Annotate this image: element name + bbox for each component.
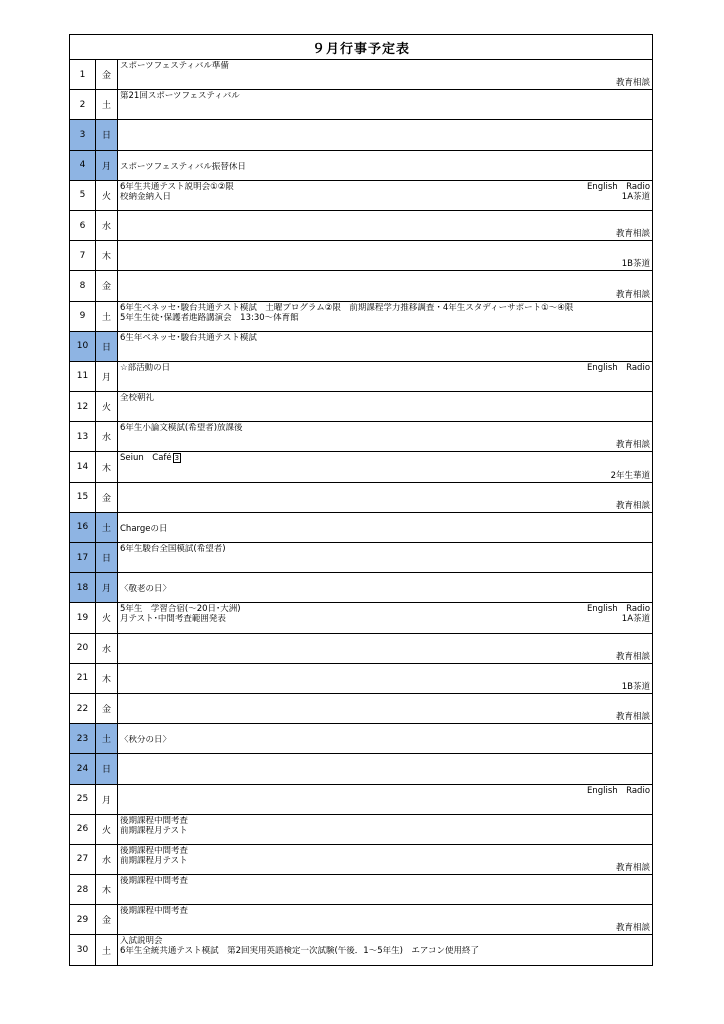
weekday: 月 xyxy=(96,150,118,180)
day-row xyxy=(70,935,653,965)
event-text xyxy=(120,725,650,735)
event-lines xyxy=(120,363,650,373)
right-note: English Radio xyxy=(586,362,651,373)
day-row xyxy=(70,392,653,422)
events-cell xyxy=(118,905,653,935)
events-cell xyxy=(118,603,653,633)
day-number: 26 xyxy=(70,814,96,844)
event-lines xyxy=(120,514,650,534)
schedule-table xyxy=(69,34,653,966)
day-number: 13 xyxy=(70,422,96,452)
event-text: 第21回スポーツフェスティバル xyxy=(120,91,240,102)
day-number: 19 xyxy=(70,603,96,633)
day-row xyxy=(70,120,653,150)
day-number: 25 xyxy=(70,784,96,814)
events-cell xyxy=(118,663,653,693)
right-bottom-note: 教育相談 xyxy=(616,712,651,723)
events-cell xyxy=(118,482,653,512)
events-cell xyxy=(118,60,653,90)
day-row xyxy=(70,271,653,301)
event-lines xyxy=(120,333,650,343)
day-row xyxy=(70,543,653,573)
event-lines xyxy=(120,544,650,554)
right-note: English Radio xyxy=(586,785,651,796)
weekday: 木 xyxy=(96,875,118,905)
day-number: 2 xyxy=(70,90,96,120)
day-number: 3 xyxy=(70,120,96,150)
events-cell xyxy=(118,844,653,874)
weekday: 土 xyxy=(96,935,118,965)
day-row xyxy=(70,512,653,542)
weekday: 火 xyxy=(96,814,118,844)
day-row xyxy=(70,210,653,240)
day-number: 23 xyxy=(70,724,96,754)
events-cell xyxy=(118,784,653,814)
event-text: 全校朝礼 xyxy=(120,393,155,404)
right-bottom-note: 1B茶道 xyxy=(621,259,651,270)
day-number: 28 xyxy=(70,875,96,905)
weekday: 金 xyxy=(96,693,118,723)
events-cell xyxy=(118,392,653,422)
event-lines xyxy=(120,303,650,323)
day-row xyxy=(70,754,653,784)
day-row xyxy=(70,724,653,754)
weekday: 日 xyxy=(96,331,118,361)
events-cell xyxy=(118,875,653,905)
weekday: 月 xyxy=(96,361,118,391)
event-lines xyxy=(120,816,650,836)
day-number: 17 xyxy=(70,543,96,573)
event-lines xyxy=(120,453,650,463)
events-cell xyxy=(118,150,653,180)
title-row xyxy=(70,35,653,60)
events-cell xyxy=(118,331,653,361)
day-number: 14 xyxy=(70,452,96,482)
weekday: 金 xyxy=(96,482,118,512)
day-row xyxy=(70,60,653,90)
day-number: 15 xyxy=(70,482,96,512)
event-lines xyxy=(120,152,650,172)
weekday: 月 xyxy=(96,784,118,814)
weekday: 水 xyxy=(96,210,118,240)
day-number: 24 xyxy=(70,754,96,784)
event-text: ☆部活動の日 xyxy=(120,362,171,373)
right-note: English Radio xyxy=(586,604,651,615)
right-bottom-note: 1B茶道 xyxy=(621,681,651,692)
right-notes xyxy=(587,604,650,624)
event-text: Chargeの日 xyxy=(120,523,168,534)
weekday: 日 xyxy=(96,543,118,573)
page-title: ９月行事予定表 xyxy=(70,35,653,60)
events-cell xyxy=(118,180,653,210)
day-row xyxy=(70,452,653,482)
event-text: 入試説明会 xyxy=(120,936,163,947)
boxed-number: 3 xyxy=(174,454,180,463)
events-cell xyxy=(118,693,653,723)
events-cell xyxy=(118,814,653,844)
weekday: 金 xyxy=(96,905,118,935)
day-row xyxy=(70,331,653,361)
day-row xyxy=(70,301,653,331)
event-lines xyxy=(120,725,650,745)
event-text: 校納金納入日 xyxy=(120,191,172,202)
event-text: 6年生全統共通テスト模試 第2回実用英語検定一次試験(午後．1～5年生) エアコン使用終了 xyxy=(120,946,480,957)
event-text: 〈敬老の日〉 xyxy=(120,584,172,595)
weekday: 日 xyxy=(96,754,118,784)
day-number: 18 xyxy=(70,573,96,603)
schedule-body xyxy=(70,35,653,966)
weekday: 水 xyxy=(96,844,118,874)
event-text: 6年生共通テスト説明会①②限 xyxy=(120,181,234,192)
events-cell xyxy=(118,241,653,271)
event-lines xyxy=(120,876,650,886)
events-cell xyxy=(118,120,653,150)
day-number: 20 xyxy=(70,633,96,663)
events-cell xyxy=(118,724,653,754)
weekday: 土 xyxy=(96,301,118,331)
event-text: 月テスト･中間考査範囲発表 xyxy=(120,614,226,625)
right-bottom-note: 2年生華道 xyxy=(610,470,651,481)
weekday: 金 xyxy=(96,60,118,90)
events-cell xyxy=(118,512,653,542)
day-row xyxy=(70,361,653,391)
right-bottom-note: 教育相談 xyxy=(616,440,651,451)
day-number: 10 xyxy=(70,331,96,361)
day-row xyxy=(70,633,653,663)
event-text: 後期課程中間考査 xyxy=(120,815,189,826)
right-note: 1A茶道 xyxy=(621,614,651,625)
day-row xyxy=(70,784,653,814)
day-number: 8 xyxy=(70,271,96,301)
right-notes xyxy=(587,786,650,796)
event-text: 5年生 学習合宿(～20日･大洲) xyxy=(120,604,241,615)
day-number: 11 xyxy=(70,361,96,391)
day-row xyxy=(70,603,653,633)
event-text: 6年生ベネッセ･駿台共通テスト模試 土曜プログラム②限 前期課程学力推移調査・4年生スタディーサポート①～④限 xyxy=(120,302,574,313)
weekday: 水 xyxy=(96,422,118,452)
events-cell xyxy=(118,543,653,573)
event-text: 6生年ベネッセ･駿台共通テスト模試 xyxy=(120,332,257,343)
events-cell xyxy=(118,301,653,331)
day-number: 27 xyxy=(70,844,96,874)
weekday: 月 xyxy=(96,573,118,603)
event-text: 後期課程中間考査 xyxy=(120,906,189,917)
event-text: 6年生駿台全国模試(希望者) xyxy=(120,544,226,554)
events-cell xyxy=(118,271,653,301)
event-text: スポーツフェスティバル準備 xyxy=(120,61,229,71)
day-row xyxy=(70,844,653,874)
events-cell xyxy=(118,210,653,240)
weekday: 火 xyxy=(96,392,118,422)
event-text xyxy=(120,514,650,524)
event-text: 前期課程月テスト xyxy=(120,825,188,836)
day-row xyxy=(70,875,653,905)
event-text: 後期課程中間考査 xyxy=(120,845,189,856)
event-text xyxy=(120,574,650,584)
weekday: 土 xyxy=(96,90,118,120)
right-bottom-note: 教育相談 xyxy=(616,651,651,662)
events-cell xyxy=(118,633,653,663)
day-number: 12 xyxy=(70,392,96,422)
weekday: 土 xyxy=(96,724,118,754)
day-row xyxy=(70,180,653,210)
events-cell xyxy=(118,361,653,391)
event-text xyxy=(120,152,650,162)
day-row xyxy=(70,905,653,935)
weekday: 木 xyxy=(96,663,118,693)
day-row xyxy=(70,422,653,452)
day-number: 7 xyxy=(70,241,96,271)
event-lines xyxy=(120,182,650,202)
day-row xyxy=(70,482,653,512)
weekday: 土 xyxy=(96,512,118,542)
event-text: 後期課程中間考査 xyxy=(120,876,189,887)
day-number: 22 xyxy=(70,693,96,723)
event-text: 〈秋分の日〉 xyxy=(120,735,172,746)
event-lines xyxy=(120,393,650,403)
day-row xyxy=(70,693,653,723)
day-number: 21 xyxy=(70,663,96,693)
right-bottom-note: 教育相談 xyxy=(616,78,651,89)
event-lines xyxy=(120,574,650,594)
event-lines xyxy=(120,936,650,956)
day-number: 9 xyxy=(70,301,96,331)
right-note: English Radio xyxy=(586,181,651,192)
event-text: 6年生小論文模試(希望者)放課後 xyxy=(120,423,243,434)
day-number: 16 xyxy=(70,512,96,542)
right-bottom-note: 教育相談 xyxy=(616,500,651,511)
weekday: 日 xyxy=(96,120,118,150)
day-row xyxy=(70,241,653,271)
right-notes xyxy=(587,182,650,202)
day-row xyxy=(70,150,653,180)
event-lines xyxy=(120,61,650,71)
day-row xyxy=(70,814,653,844)
event-text: 前期課程月テスト xyxy=(120,855,188,866)
event-text: スポーツフェスティバル振替休日 xyxy=(120,161,246,172)
weekday: 火 xyxy=(96,603,118,633)
event-lines xyxy=(120,91,650,101)
events-cell xyxy=(118,754,653,784)
day-number: 29 xyxy=(70,905,96,935)
day-row xyxy=(70,90,653,120)
event-text: Seiun Café 3 xyxy=(120,453,180,464)
day-number: 6 xyxy=(70,210,96,240)
day-number: 30 xyxy=(70,935,96,965)
right-bottom-note: 教育相談 xyxy=(616,289,651,300)
event-lines xyxy=(120,604,650,624)
day-number: 1 xyxy=(70,60,96,90)
day-number: 5 xyxy=(70,180,96,210)
events-cell xyxy=(118,935,653,965)
right-bottom-note: 教育相談 xyxy=(616,229,651,240)
event-text: 5年生生徒･保護者進路講演会 13:30～体育館 xyxy=(120,312,299,323)
event-lines xyxy=(120,846,650,866)
right-bottom-note: 教育相談 xyxy=(616,863,651,874)
day-number: 4 xyxy=(70,150,96,180)
event-lines xyxy=(120,906,650,916)
weekday: 火 xyxy=(96,180,118,210)
weekday: 木 xyxy=(96,452,118,482)
events-cell xyxy=(118,90,653,120)
right-note: 1A茶道 xyxy=(621,191,651,202)
events-cell xyxy=(118,422,653,452)
weekday: 金 xyxy=(96,271,118,301)
day-row xyxy=(70,663,653,693)
right-bottom-note: 教育相談 xyxy=(616,923,651,934)
right-notes xyxy=(587,363,650,373)
weekday: 木 xyxy=(96,241,118,271)
events-cell xyxy=(118,573,653,603)
day-row xyxy=(70,573,653,603)
event-lines xyxy=(120,423,650,433)
weekday: 水 xyxy=(96,633,118,663)
events-cell xyxy=(118,452,653,482)
